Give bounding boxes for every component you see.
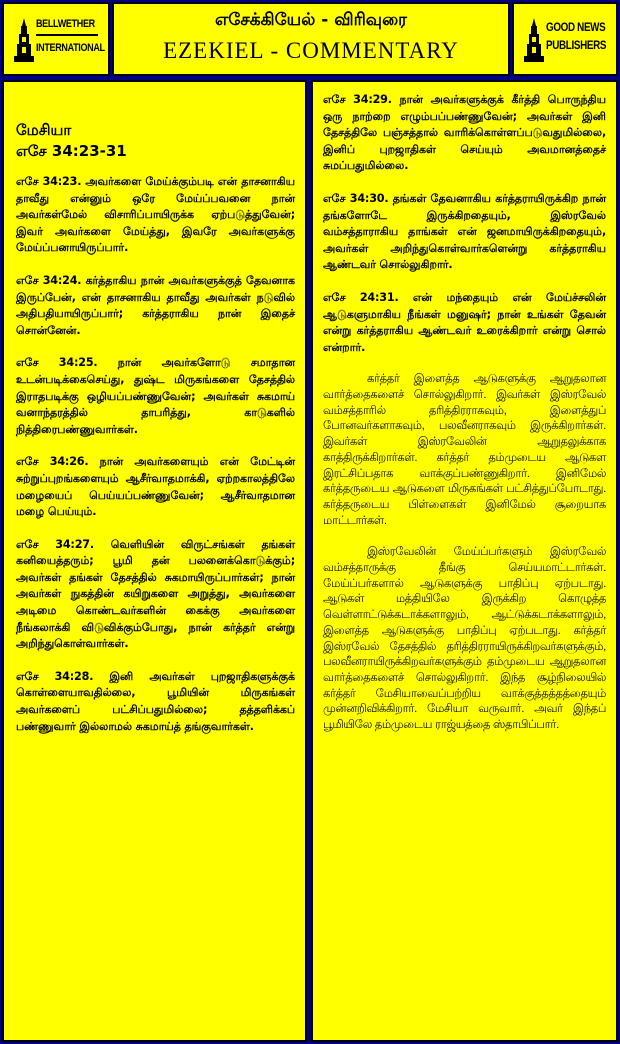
verse-34-29: எசே 34:29. நான் அவர்களுக்குக் கீர்த்தி பொருந்திய ஒரு நாற்றை எழும்பப்பண்ணுவேன்; அவர்கள் இனி தேசத்திலே பஞ்சத்தால் வாரிக்கொள்ளப்படுவதுமில்லை, இனிப் புறஜாதிகள் செய்யும் அவமானத்தைச் சுமப்பதுமில்லை. [323,93,606,173]
heading-title: மேசியா [16,121,72,139]
heading-reference: எசே 34:23-31 [16,142,127,160]
right-column [311,80,618,1042]
title-tamil: எசேக்கியேல் - விரிவுரை [215,10,407,30]
verse-34-31: எசே 24:31. என் மந்தையும் என் மேய்ச்சலின் ஆடுகளுமாகிய நீங்கள் மனுஷர்; நான் உங்கள் தேவன் என்று கர்த்தராகிய ஆண்டவர் உரைக்கிறார் என்று சொல் என்றார். [323,290,606,354]
commentary-paragraph: இஸ்ரவேலின் மேய்ப்பர்களும் இஸ்ரவேல் வம்சத்தாருக்கு தீங்கு செய்யமாட்டார்கள். மேய்ப்பர்களால் ஆடுகளுக்கு பாதிப்பு ஏற்படாது. ஆடுகள் மத்தியிலே இருக்கிற கொழுத்த வெள்ளாட்டுக்கடாக்களாலும், ஆட்டுக்கடாக்களாலும், இளைத்த ஆடுகளுக்கு பாதிப்பு ஏற்படாது. கர்த்தர் இஸ்ரவேல் தேசத்தில் தரித்திரராயிருக்கிறவர்களுக்கும், பலவீனராயிருக்கிறவர்களுக்கும் தம்முடைய ஆறுதலான வார்த்தைகளைச் சொல்லுகிறார். இந்த சூழ்நிலையில் கர்த்தர் மேசியாவைப்பற்றிய வாக்குத்தத்தத்தையும் முன்னறிவிக்கிறார். மேசியா வருவார். அவர் இந்தப் பூமியிலே தம்முடைய ராஜ்யத்தை ஸ்தாபிப்பார். [323,546,606,732]
title-english: EZEKIEL - COMMENTARY [163,38,459,63]
bell-tower-icon [12,18,36,64]
verse-34-26: எசே 34:26. நான் அவர்களையும் என் மேட்டின் சுற்றுப்புறங்களையும் ஆசீர்வாதமாக்கி, ஏற்றகாலத்திலே மழையைப் பெய்யப்பண்ணுவேன்; ஆசீர்வாதமான மழை பெய்யும். [16,455,295,519]
commentary-paragraph: கர்த்தர் இளைத்த ஆடுகளுக்கு ஆறுதலான வார்த்தைகளைச் சொல்லுகிறார். இவர்கள் இஸ்ரவேல் வம்சத்தாரில் தரித்திரராகவும், இளைத்துப் போனவர்களாகவும், பலவீனராகவும் இருக்கிறார்கள். இவர்கள் இஸ்ரவேலின் ஆறுதலுக்காக காத்திருக்கிறார்கள். கர்த்தர் தம்முடைய ஆடுகள இரட்சிப்பதாக வாக்குப்பண்ணுகிறார். இனிமேல் கர்த்தருடைய ஆடுகளை மிருகங்கள் பட்சித்துப்போடாது. கர்த்தருடைய பிள்ளைகள் இனிமேல் சூறையாக மாட்டார்கள். [323,373,606,527]
logo-divider [36,34,98,36]
logo-left-line1: BELLWETHER [36,18,95,30]
verse-34-25: எசே 34:25. நான் அவர்களோடு சமாதான உடன்படிக்கைசெய்து, துஷ்ட மிருகங்களை தேசத்தில் இராதபடிக்கு ஒழியப்பண்ணுவேன்; அவர்கள் சுகமாய் வனாந்தரத்தில் தாபரித்து, காடுகளில் நித்திரைபண்ணுவார்கள். [16,356,295,436]
verse-34-24: எசே 34:24. கர்த்தாகிய நான் அவர்களுக்குத் தேவனாக இருப்பேன், என் தாசனாகிய தாவீது அவர்கள் நடுவில் அதிபதியாயிருப்பார்; கர்த்தராகிய நான் இதைச் சொன்னேன். [16,273,295,337]
bellwether-logo [2,2,110,76]
logo-left-line2: INTERNATIONAL [36,42,105,54]
verse-34-27: எசே 34:27. வெளியின் விருட்சங்கள் தங்கள் கனியைத்தரும்; பூமி தன் பலனைக்கொடுக்கும்; அவர்கள் தங்கள் தேசத்தில் சுகமாயிருப்பார்கள்; நான் அவர்கள் நுகத்தின் கயிறுகளை அறுத்து, அவர்களை அடிமை கொண்டவர்களின் கைக்கு அவர்களை நீங்கலாக்கி விடுவிக்கும்போது, நான் கர்த்தர் என்று அறிந்துகொள்வார்கள். [16,537,295,651]
verse-34-30: எசே 34:30. தங்கள் தேவனாகிய கர்த்தராயிருக்கிற நான் தங்களோடே இருக்கிறதையும், இஸ்ரவேல் வம்சத்தாராகிய தாங்கள் என் ஜனமாயிருக்கிறதையும், அவர்கள் அறிந்துகொள்வார்களென்று கர்த்தராகிய ஆண்டவர் சொல்லுகிறார். [323,191,606,272]
verse-34-28: எசே 34:28. இனி அவர்கள் புறஜாதிகளுக்குக் கொள்ளையாவதில்லை, பூமியின் மிருகங்கள் அவர்களைப் பட்சிப்பதுமில்லை; தத்தளிக்கப் பண்ணுவார் இல்லாமல் சுகமாய்த் தங்குவார்கள். [16,669,295,733]
logo-right-line1: GOOD NEWS [546,20,606,34]
good-news-publishers-logo [512,2,618,76]
verse-34-23: எசே 34:23. அவர்களை மேய்க்கும்படி என் தாசனாகிய தாவீது என்னும் ஒரே மேய்ப்பவனை நான் அவர்கள்மேல் விசாரிப்பாயிருக்க ஏற்படுத்துவேன்; இவர் அவர்களை மேய்த்து, இவரே அவர்களுக்கு மேய்ப்பனாயிருப்பார். [16,175,295,255]
left-column [2,80,307,1042]
bell-tower-icon [522,18,546,64]
logo-right-line2: PUBLISHERS [546,38,607,52]
page-header [112,2,510,76]
section-heading [16,120,295,162]
